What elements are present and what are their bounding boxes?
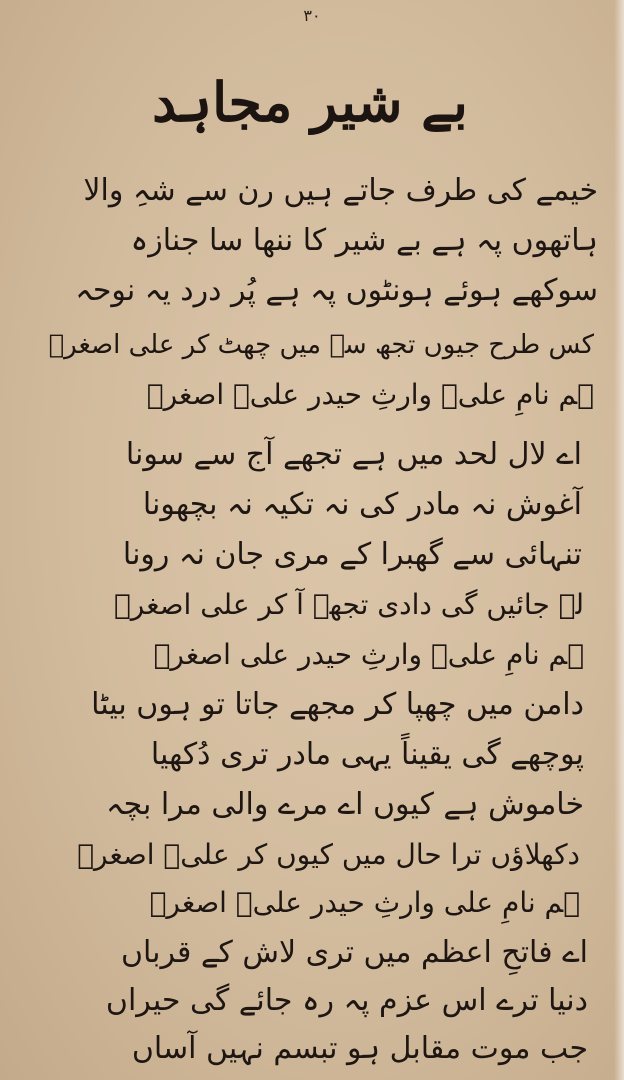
verse-line: خاموش ہے کیوں اے مرے والی مرا بچہ (106, 787, 584, 822)
refrain-line: لے جائیں گی دادی تجھے آ کر علی اصغرؑ (114, 588, 584, 621)
verse-line: اے فاتحِ اعظم میں تری لاش کے قرباں (120, 935, 588, 970)
verse-line: تنہائی سے گھبرا کے مری جان نہ رونا (122, 537, 582, 572)
refrain-line: ہم نامِ علیؑ وارثِ حیدر علی اصغرؑ (153, 638, 584, 671)
verse-line: جب موت مقابل ہو تبسم نہیں آساں (131, 1031, 588, 1066)
verse-line: دامن میں چھپا کر مجھے جاتا تو ہوں بیٹا (91, 687, 584, 722)
verse-line: سوکھے ہوئے ہونٹوں پہ ہے پُر درد یہ نوحہ (75, 273, 598, 308)
verse-line: پوچھے گی یقیناً یہی مادر تری دُکھیا (150, 737, 584, 772)
verse-line: دنیا ترے اس عزم پہ رہ جائے گی حیراں (105, 983, 588, 1018)
refrain-line: ہم نامِ علی وارثِ حیدر علیؑ اصغرؑ (149, 886, 580, 919)
verse-line: ہاتھوں پہ ہے بے شیر کا ننھا سا جنازہ (130, 223, 598, 258)
verse-line: آغوش نہ مادر کی نہ تکیہ نہ بچھونا (142, 487, 582, 522)
verse-line: اے لال لحد میں ہے تجھے آج سے سونا (125, 437, 582, 472)
poem-title: بے شیر مجاہد (152, 70, 468, 134)
refrain-line: کس طرح جیوں تجھ سے میں چھٹ کر علی اصغرؑ (48, 330, 594, 360)
verse-line: خیمے کی طرف جاتے ہیں رن سے شہِ والا (83, 173, 598, 208)
page-edge (614, 0, 624, 1080)
refrain-line: ہم نامِ علیؑ وارثِ حیدر علیؑ اصغرؑ (146, 378, 594, 411)
page-number: ۳۰ (303, 6, 321, 25)
refrain-line: دکھلاؤں ترا حال میں کیوں کر علیؑ اصغرؑ (77, 838, 580, 871)
